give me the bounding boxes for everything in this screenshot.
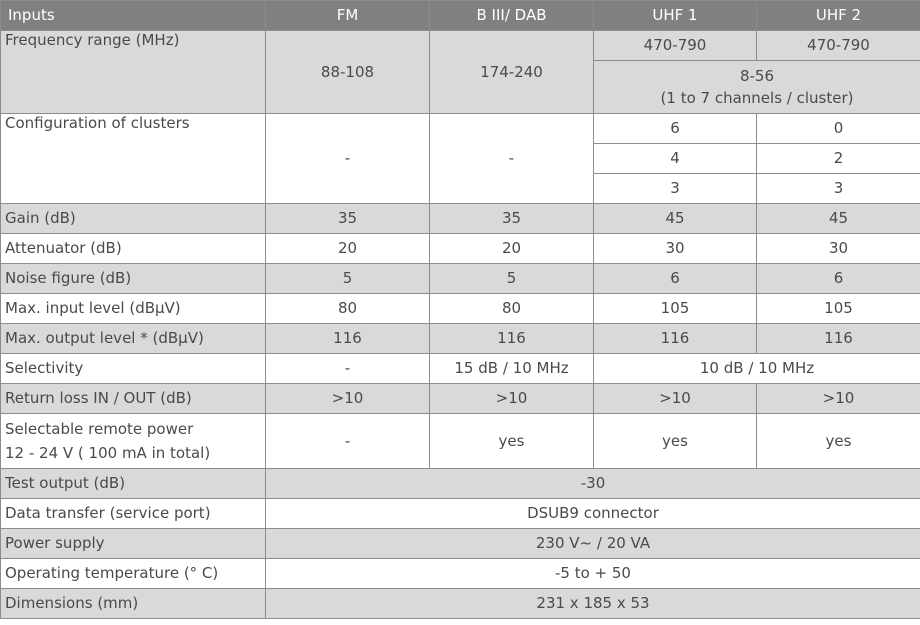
clusters-dab: -: [430, 114, 594, 204]
selectivity-uhf: 10 dB / 10 MHz: [594, 354, 920, 384]
data-transfer-value: DSUB9 connector: [266, 499, 920, 529]
header-dab: B III/ DAB: [430, 1, 594, 31]
row-return-loss: [1, 384, 920, 414]
clusters-uhf1-2: 4: [594, 144, 757, 174]
row-dimensions: [1, 589, 920, 619]
row-selectivity: [1, 354, 920, 384]
return-loss-uhf2: >10: [757, 384, 920, 414]
row-gain: [1, 204, 920, 234]
clusters-uhf2-2: 2: [757, 144, 920, 174]
clusters-uhf2-1: 0: [757, 114, 920, 144]
header-inputs: Inputs: [1, 1, 266, 31]
noise-uhf2: 6: [757, 264, 920, 294]
clusters-uhf1-3: 3: [594, 174, 757, 204]
row-max-input: [1, 294, 920, 324]
gain-fm: 35: [266, 204, 430, 234]
selectivity-fm: -: [266, 354, 430, 384]
remote-power-dab: yes: [430, 414, 594, 469]
header-row: [1, 1, 920, 31]
row-data-transfer: [1, 499, 920, 529]
noise-uhf1: 6: [594, 264, 757, 294]
data-transfer-label: Data transfer (service port): [1, 499, 266, 529]
gain-uhf1: 45: [594, 204, 757, 234]
max-input-label: Max. input level (dBµV): [1, 294, 266, 324]
noise-dab: 5: [430, 264, 594, 294]
noise-fm: 5: [266, 264, 430, 294]
remote-power-label-line1: Selectable remote power: [5, 420, 194, 438]
max-output-uhf1: 116: [594, 324, 757, 354]
max-input-uhf2: 105: [757, 294, 920, 324]
frequency-uhf1: 470-790: [594, 31, 757, 61]
max-input-dab: 80: [430, 294, 594, 324]
row-remote-power: [1, 414, 920, 469]
dimensions-value: 231 x 185 x 53: [266, 589, 920, 619]
attenuator-uhf2: 30: [757, 234, 920, 264]
temperature-label: Operating temperature (° C): [1, 559, 266, 589]
return-loss-uhf1: >10: [594, 384, 757, 414]
remote-power-label: [1, 414, 266, 469]
row-attenuator: [1, 234, 920, 264]
frequency-uhf2: 470-790: [757, 31, 920, 61]
header-uhf2: UHF 2: [757, 1, 920, 31]
frequency-dab: 174-240: [430, 31, 594, 114]
header-uhf1: UHF 1: [594, 1, 757, 31]
clusters-uhf1-1: 6: [594, 114, 757, 144]
dimensions-label: Dimensions (mm): [1, 589, 266, 619]
gain-uhf2: 45: [757, 204, 920, 234]
clusters-label: Configuration of clusters: [1, 114, 266, 204]
return-loss-label: Return loss IN / OUT (dB): [1, 384, 266, 414]
attenuator-dab: 20: [430, 234, 594, 264]
frequency-fm: 88-108: [266, 31, 430, 114]
remote-power-uhf2: yes: [757, 414, 920, 469]
remote-power-uhf1: yes: [594, 414, 757, 469]
gain-label: Gain (dB): [1, 204, 266, 234]
max-output-fm: 116: [266, 324, 430, 354]
noise-label: Noise figure (dB): [1, 264, 266, 294]
test-output-label: Test output (dB): [1, 469, 266, 499]
max-input-uhf1: 105: [594, 294, 757, 324]
row-max-output: [1, 324, 920, 354]
remote-power-fm: -: [266, 414, 430, 469]
selectivity-dab: 15 dB / 10 MHz: [430, 354, 594, 384]
temperature-value: -5 to + 50: [266, 559, 920, 589]
test-output-value: -30: [266, 469, 920, 499]
attenuator-uhf1: 30: [594, 234, 757, 264]
frequency-uhf-channels-line2: (1 to 7 channels / cluster): [660, 89, 854, 107]
attenuator-fm: 20: [266, 234, 430, 264]
clusters-uhf2-3: 3: [757, 174, 920, 204]
return-loss-dab: >10: [430, 384, 594, 414]
selectivity-label: Selectivity: [1, 354, 266, 384]
max-output-label: Max. output level * (dBµV): [1, 324, 266, 354]
max-input-fm: 80: [266, 294, 430, 324]
max-output-dab: 116: [430, 324, 594, 354]
return-loss-fm: >10: [266, 384, 430, 414]
header-fm: FM: [266, 1, 430, 31]
power-supply-value: 230 V~ / 20 VA: [266, 529, 920, 559]
row-clusters: [1, 114, 920, 144]
row-frequency: [1, 31, 920, 61]
clusters-fm: -: [266, 114, 430, 204]
remote-power-label-line2: 12 - 24 V ( 100 mA in total): [5, 444, 211, 462]
attenuator-label: Attenuator (dB): [1, 234, 266, 264]
gain-dab: 35: [430, 204, 594, 234]
frequency-uhf-channels: [594, 61, 920, 114]
power-supply-label: Power supply: [1, 529, 266, 559]
max-output-uhf2: 116: [757, 324, 920, 354]
row-temperature: [1, 559, 920, 589]
row-test-output: [1, 469, 920, 499]
row-noise: [1, 264, 920, 294]
row-power-supply: [1, 529, 920, 559]
frequency-uhf-channels-line1: 8-56: [739, 67, 775, 85]
frequency-label: Frequency range (MHz): [1, 31, 266, 114]
